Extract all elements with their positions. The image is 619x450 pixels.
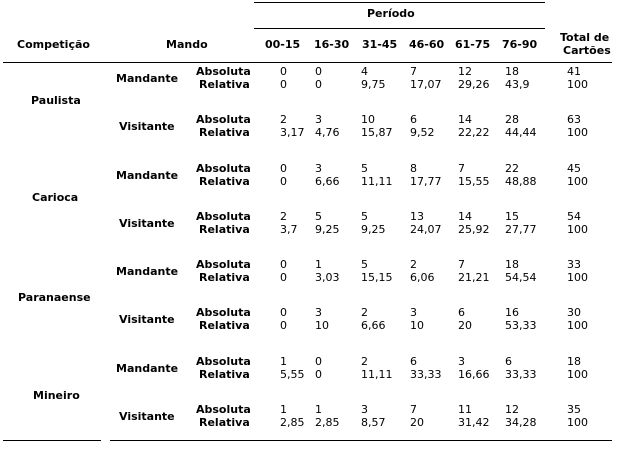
absoluta-label: Absoluta bbox=[196, 306, 251, 319]
relativa-value: 100 bbox=[567, 319, 588, 332]
relativa-value: 100 bbox=[567, 126, 588, 139]
absoluta-value: 3 bbox=[361, 403, 368, 416]
absoluta-value: 0 bbox=[280, 306, 287, 319]
relativa-label: Relativa bbox=[199, 368, 250, 381]
competicao-header: Competição bbox=[17, 38, 90, 51]
absoluta-value: 0 bbox=[280, 258, 287, 271]
absoluta-value: 3 bbox=[410, 306, 417, 319]
relativa-value: 33,33 bbox=[410, 368, 442, 381]
period-header-0: 00-15 bbox=[265, 38, 301, 51]
absoluta-value: 0 bbox=[315, 65, 322, 78]
absoluta-label: Absoluta bbox=[196, 113, 251, 126]
relativa-value: 11,11 bbox=[361, 368, 393, 381]
absoluta-value: 5 bbox=[361, 162, 368, 175]
absoluta-value: 14 bbox=[458, 113, 472, 126]
absoluta-value: 16 bbox=[505, 306, 519, 319]
total-header-line2: Cartões bbox=[563, 44, 611, 57]
period-header-3: 46-60 bbox=[409, 38, 445, 51]
periodo-top-rule bbox=[254, 2, 545, 3]
relativa-value: 44,44 bbox=[505, 126, 537, 139]
periodo-under-rule bbox=[254, 28, 545, 29]
absoluta-label: Absoluta bbox=[196, 403, 251, 416]
absoluta-value: 11 bbox=[458, 403, 472, 416]
mando-header: Mando bbox=[166, 38, 208, 51]
mando-label: Mandante bbox=[116, 265, 179, 278]
relativa-value: 53,33 bbox=[505, 319, 537, 332]
absoluta-value: 0 bbox=[280, 162, 287, 175]
relativa-value: 0 bbox=[315, 78, 322, 91]
period-header-1: 16-30 bbox=[314, 38, 350, 51]
absoluta-value: 28 bbox=[505, 113, 519, 126]
relativa-value: 100 bbox=[567, 175, 588, 188]
absoluta-value: 12 bbox=[505, 403, 519, 416]
relativa-label: Relativa bbox=[199, 319, 250, 332]
competition-label-mineiro: Mineiro bbox=[33, 389, 80, 402]
relativa-value: 17,07 bbox=[410, 78, 442, 91]
relativa-value: 27,77 bbox=[505, 223, 537, 236]
relativa-value: 6,06 bbox=[410, 271, 435, 284]
absoluta-value: 3 bbox=[315, 162, 322, 175]
absoluta-label: Absoluta bbox=[196, 210, 251, 223]
mando-label: Visitante bbox=[119, 313, 175, 326]
mando-label: Visitante bbox=[119, 410, 175, 423]
relativa-value: 15,15 bbox=[361, 271, 393, 284]
absoluta-value: 22 bbox=[505, 162, 519, 175]
relativa-value: 0 bbox=[315, 368, 322, 381]
absoluta-value: 18 bbox=[567, 355, 581, 368]
relativa-value: 43,9 bbox=[505, 78, 530, 91]
absoluta-value: 7 bbox=[458, 162, 465, 175]
absoluta-value: 7 bbox=[410, 403, 417, 416]
period-header-4: 61-75 bbox=[455, 38, 491, 51]
absoluta-value: 2 bbox=[410, 258, 417, 271]
relativa-value: 2,85 bbox=[280, 416, 305, 429]
absoluta-value: 18 bbox=[505, 258, 519, 271]
absoluta-value: 2 bbox=[280, 113, 287, 126]
relativa-value: 15,55 bbox=[458, 175, 490, 188]
relativa-value: 100 bbox=[567, 78, 588, 91]
absoluta-label: Absoluta bbox=[196, 355, 251, 368]
relativa-value: 11,11 bbox=[361, 175, 393, 188]
relativa-label: Relativa bbox=[199, 223, 250, 236]
relativa-value: 21,21 bbox=[458, 271, 490, 284]
absoluta-value: 2 bbox=[361, 306, 368, 319]
absoluta-value: 2 bbox=[361, 355, 368, 368]
table-bottom-rule-right bbox=[110, 440, 612, 441]
relativa-value: 100 bbox=[567, 416, 588, 429]
relativa-value: 100 bbox=[567, 368, 588, 381]
relativa-value: 100 bbox=[567, 223, 588, 236]
relativa-value: 0 bbox=[280, 78, 287, 91]
relativa-value: 25,92 bbox=[458, 223, 490, 236]
relativa-label: Relativa bbox=[199, 126, 250, 139]
absoluta-value: 1 bbox=[280, 355, 287, 368]
relativa-value: 8,57 bbox=[361, 416, 386, 429]
absoluta-value: 6 bbox=[505, 355, 512, 368]
relativa-value: 5,55 bbox=[280, 368, 305, 381]
absoluta-value: 3 bbox=[315, 306, 322, 319]
relativa-value: 15,87 bbox=[361, 126, 393, 139]
period-header-2: 31-45 bbox=[362, 38, 398, 51]
relativa-value: 9,52 bbox=[410, 126, 435, 139]
mando-label: Visitante bbox=[119, 120, 175, 133]
header-bottom-rule bbox=[3, 62, 612, 63]
absoluta-value: 12 bbox=[458, 65, 472, 78]
absoluta-value: 6 bbox=[458, 306, 465, 319]
relativa-label: Relativa bbox=[199, 78, 250, 91]
absoluta-value: 1 bbox=[280, 403, 287, 416]
relativa-value: 20 bbox=[458, 319, 472, 332]
relativa-value: 48,88 bbox=[505, 175, 537, 188]
absoluta-value: 45 bbox=[567, 162, 581, 175]
absoluta-value: 8 bbox=[410, 162, 417, 175]
absoluta-label: Absoluta bbox=[196, 258, 251, 271]
competition-label-carioca: Carioca bbox=[32, 191, 79, 204]
relativa-value: 16,66 bbox=[458, 368, 490, 381]
relativa-value: 20 bbox=[410, 416, 424, 429]
relativa-value: 0 bbox=[280, 319, 287, 332]
absoluta-value: 30 bbox=[567, 306, 581, 319]
relativa-value: 100 bbox=[567, 271, 588, 284]
relativa-value: 9,25 bbox=[315, 223, 340, 236]
relativa-value: 0 bbox=[280, 271, 287, 284]
relativa-value: 29,26 bbox=[458, 78, 490, 91]
relativa-value: 6,66 bbox=[315, 175, 340, 188]
absoluta-value: 13 bbox=[410, 210, 424, 223]
relativa-value: 6,66 bbox=[361, 319, 386, 332]
relativa-value: 31,42 bbox=[458, 416, 490, 429]
relativa-value: 33,33 bbox=[505, 368, 537, 381]
relativa-value: 24,07 bbox=[410, 223, 442, 236]
relativa-value: 3,17 bbox=[280, 126, 305, 139]
absoluta-value: 0 bbox=[280, 65, 287, 78]
absoluta-value: 6 bbox=[410, 113, 417, 126]
relativa-label: Relativa bbox=[199, 416, 250, 429]
mando-label: Mandante bbox=[116, 362, 179, 375]
relativa-value: 22,22 bbox=[458, 126, 490, 139]
absoluta-value: 6 bbox=[410, 355, 417, 368]
absoluta-value: 35 bbox=[567, 403, 581, 416]
absoluta-value: 5 bbox=[361, 210, 368, 223]
absoluta-value: 7 bbox=[458, 258, 465, 271]
total-header-line1: Total de bbox=[560, 31, 610, 44]
absoluta-value: 63 bbox=[567, 113, 581, 126]
periodo-header: Período bbox=[367, 7, 415, 20]
relativa-value: 4,76 bbox=[315, 126, 340, 139]
absoluta-value: 5 bbox=[361, 258, 368, 271]
relativa-value: 54,54 bbox=[505, 271, 537, 284]
relativa-label: Relativa bbox=[199, 175, 250, 188]
relativa-label: Relativa bbox=[199, 271, 250, 284]
absoluta-value: 0 bbox=[315, 355, 322, 368]
relativa-value: 17,77 bbox=[410, 175, 442, 188]
relativa-value: 10 bbox=[410, 319, 424, 332]
mando-label: Visitante bbox=[119, 217, 175, 230]
absoluta-value: 2 bbox=[280, 210, 287, 223]
relativa-value: 9,25 bbox=[361, 223, 386, 236]
mando-label: Mandante bbox=[116, 72, 179, 85]
absoluta-value: 10 bbox=[361, 113, 375, 126]
relativa-value: 34,28 bbox=[505, 416, 537, 429]
absoluta-value: 5 bbox=[315, 210, 322, 223]
relativa-value: 3,03 bbox=[315, 271, 340, 284]
competition-label-paulista: Paulista bbox=[31, 94, 81, 107]
absoluta-value: 1 bbox=[315, 403, 322, 416]
absoluta-value: 1 bbox=[315, 258, 322, 271]
absoluta-value: 18 bbox=[505, 65, 519, 78]
absoluta-label: Absoluta bbox=[196, 162, 251, 175]
absoluta-value: 4 bbox=[361, 65, 368, 78]
absoluta-value: 15 bbox=[505, 210, 519, 223]
relativa-value: 2,85 bbox=[315, 416, 340, 429]
table-bottom-rule-left bbox=[3, 440, 101, 441]
period-header-5: 76-90 bbox=[502, 38, 538, 51]
absoluta-value: 54 bbox=[567, 210, 581, 223]
absoluta-value: 41 bbox=[567, 65, 581, 78]
absoluta-value: 7 bbox=[410, 65, 417, 78]
competition-label-paranaense: Paranaense bbox=[18, 291, 91, 304]
relativa-value: 3,7 bbox=[280, 223, 298, 236]
mando-label: Mandante bbox=[116, 169, 179, 182]
absoluta-value: 3 bbox=[315, 113, 322, 126]
relativa-value: 9,75 bbox=[361, 78, 386, 91]
relativa-value: 0 bbox=[280, 175, 287, 188]
absoluta-label: Absoluta bbox=[196, 65, 251, 78]
relativa-value: 10 bbox=[315, 319, 329, 332]
absoluta-value: 3 bbox=[458, 355, 465, 368]
absoluta-value: 33 bbox=[567, 258, 581, 271]
absoluta-value: 14 bbox=[458, 210, 472, 223]
